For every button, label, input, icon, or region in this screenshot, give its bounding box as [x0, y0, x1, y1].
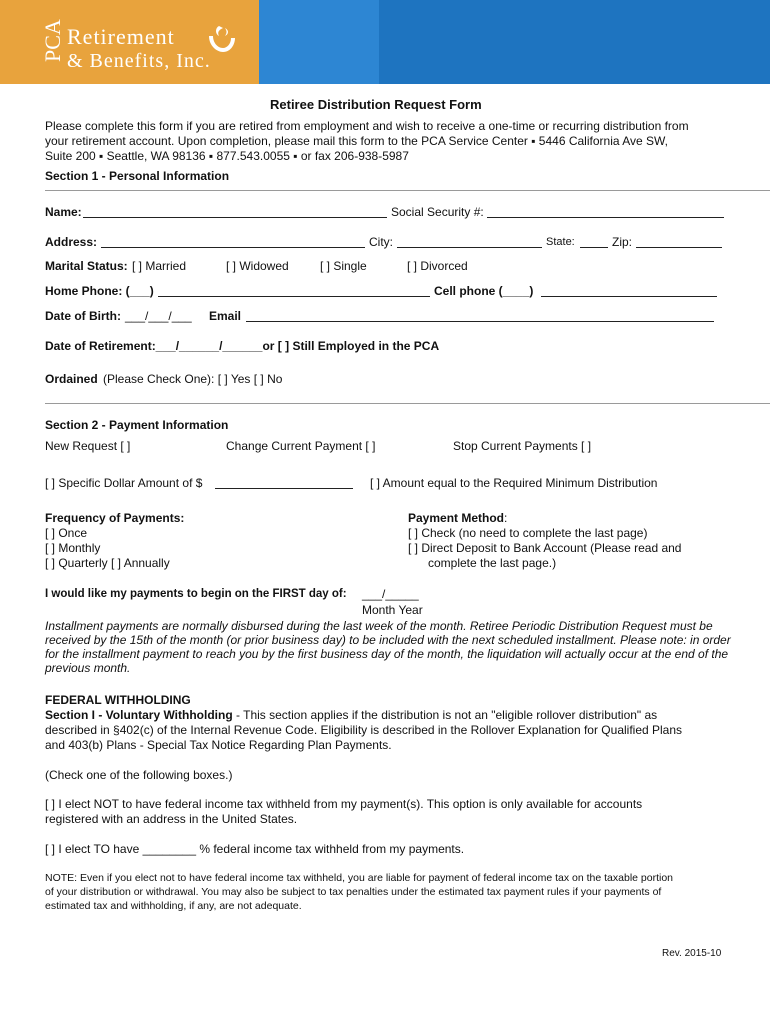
tax-note-1: NOTE: Even if you elect not to have federal income tax withheld, you are liable for payment of federal income tax on the taxable portion: [45, 872, 674, 884]
direct-deposit-note: complete the last page.): [428, 556, 557, 570]
form-title: Retiree Distribution Request Form: [270, 97, 482, 112]
check-one-instruction: (Check one of the following boxes.): [45, 768, 233, 782]
zip-label: Zip:: [612, 235, 633, 249]
divorced-checkbox[interactable]: [ ] Divorced: [407, 259, 468, 273]
home-phone-label: Home Phone: (___): [45, 284, 154, 298]
elect-to-checkbox[interactable]: [ ] I elect TO have ________ % federal income tax withheld from my payments.: [45, 842, 465, 856]
elect-not-checkbox[interactable]: [ ] I elect NOT to have federal income tax withheld from my payment(s). This option is only available for accounts: [45, 797, 643, 811]
begin-date-field[interactable]: ___/_____: [362, 587, 419, 601]
home-phone-field[interactable]: [158, 296, 430, 297]
email-label: Email: [209, 309, 242, 323]
header-blue-panel: [259, 0, 770, 84]
ordained-label: Ordained: [45, 372, 98, 386]
installment-note-2: received by the 15th of the month (or prior business day) to be included with the next scheduled installment. Please note: in order: [45, 633, 731, 647]
logo-mark-icon: [205, 22, 237, 54]
dob-label: Date of Birth:: [45, 309, 121, 323]
city-label: City:: [369, 235, 393, 249]
new-request-checkbox[interactable]: New Request [ ]: [45, 439, 131, 453]
intro-line-1: Please complete this form if you are retired from employment and wish to receive a one-time or recurring distribution from: [45, 119, 689, 133]
voluntary-withholding-line-1: Section I - Voluntary Withholding - This section applies if the distribution is not an "eligible rollover distribution" as: [45, 708, 658, 722]
ssn-label: Social Security #:: [391, 205, 484, 219]
name-field[interactable]: [83, 217, 387, 218]
ssn-field[interactable]: [487, 217, 724, 218]
zip-field[interactable]: [636, 247, 722, 248]
married-checkbox[interactable]: [ ] Married: [132, 259, 187, 273]
city-field[interactable]: [397, 247, 542, 248]
stop-payments-checkbox[interactable]: Stop Current Payments [ ]: [453, 439, 592, 453]
retirement-date-label[interactable]: Date of Retirement:___/______/______or [ ] Still Employed in the PCA: [45, 339, 440, 353]
intro-line-3: Suite 200 ▪ Seattle, WA 98136 ▪ 877.543.0055 ▪ or fax 206-938-5987: [45, 149, 409, 163]
direct-deposit-checkbox[interactable]: [ ] Direct Deposit to Bank Account (Please read and: [408, 541, 682, 555]
rmd-checkbox[interactable]: [ ] Amount equal to the Required Minimum Distribution: [370, 476, 658, 490]
ordained-options[interactable]: (Please Check One): [ ] Yes [ ] No: [103, 372, 283, 386]
logo-benefits: & Benefits, Inc.: [67, 50, 211, 72]
elect-not-continued: registered with an address in the United States.: [45, 812, 298, 826]
address-label: Address:: [45, 235, 98, 249]
once-checkbox[interactable]: [ ] Once: [45, 526, 88, 540]
address-field[interactable]: [101, 247, 365, 248]
installment-note-4: previous month.: [45, 661, 131, 675]
tax-note-3: estimated tax and withholding, if any, are not adequate.: [45, 900, 302, 912]
voluntary-withholding-line-2: described in §402(c) of the Internal Revenue Code. Eligibility is described in the Rollover Explanation for Qualified Plans: [45, 723, 683, 737]
change-payment-checkbox[interactable]: Change Current Payment [ ]: [226, 439, 376, 453]
marital-status-label: Marital Status:: [45, 259, 128, 273]
state-label: State:: [546, 236, 575, 248]
tax-note-2: of your distribution or withdrawal. You may also be subject to tax penalties under the estimated tax payment rules if your payments of: [45, 886, 662, 898]
begin-date-label: I would like my payments to begin on the FIRST day of:: [45, 588, 347, 600]
payment-method-heading: Payment Method:: [408, 511, 508, 525]
section1-heading: Section 1 - Personal Information: [45, 169, 230, 183]
section2-divider: [45, 403, 770, 404]
installment-note-3: for the installment payment to reach you by the first business day of the month, the liquidation will actually occur at the end of the: [45, 647, 729, 661]
section1-divider: [45, 190, 770, 191]
voluntary-withholding-line-3: and 403(b) Plans - Special Tax Notice Regarding Plan Payments.: [45, 738, 392, 752]
header-banner: [0, 0, 770, 84]
frequency-heading: Frequency of Payments:: [45, 511, 185, 525]
specific-amount-field[interactable]: [215, 488, 353, 489]
month-year-caption: Month Year: [362, 603, 423, 617]
intro-line-2: your retirement account. Upon completion, please mail this form to the PCA Service Center ▪ 5446 California Ave SW,: [45, 134, 668, 148]
dob-field[interactable]: ___/___/___: [125, 309, 192, 323]
installment-note-1: Installment payments are normally disbursed during the last week of the month. Retiree Periodic Distribution Request must be: [45, 619, 713, 633]
logo-retirement: Retirement: [67, 24, 175, 49]
specific-amount-checkbox[interactable]: [ ] Specific Dollar Amount of $: [45, 476, 203, 490]
quarterly-annually-checkbox[interactable]: [ ] Quarterly [ ] Annually: [45, 556, 170, 570]
email-field[interactable]: [246, 321, 714, 322]
logo-pca-text: PCA: [40, 19, 65, 62]
monthly-checkbox[interactable]: [ ] Monthly: [45, 541, 101, 555]
section2-heading: Section 2 - Payment Information: [45, 418, 229, 432]
federal-withholding-heading: FEDERAL WITHHOLDING: [45, 693, 191, 707]
name-label: Name:: [45, 205, 82, 219]
single-checkbox[interactable]: [ ] Single: [320, 259, 367, 273]
cell-phone-label: Cell phone (____): [434, 284, 534, 298]
state-field[interactable]: [580, 247, 608, 248]
revision-label: Rev. 2015-10: [662, 948, 722, 959]
cell-phone-field[interactable]: [541, 296, 717, 297]
widowed-checkbox[interactable]: [ ] Widowed: [226, 259, 289, 273]
check-method-checkbox[interactable]: [ ] Check (no need to complete the last page): [408, 526, 648, 540]
